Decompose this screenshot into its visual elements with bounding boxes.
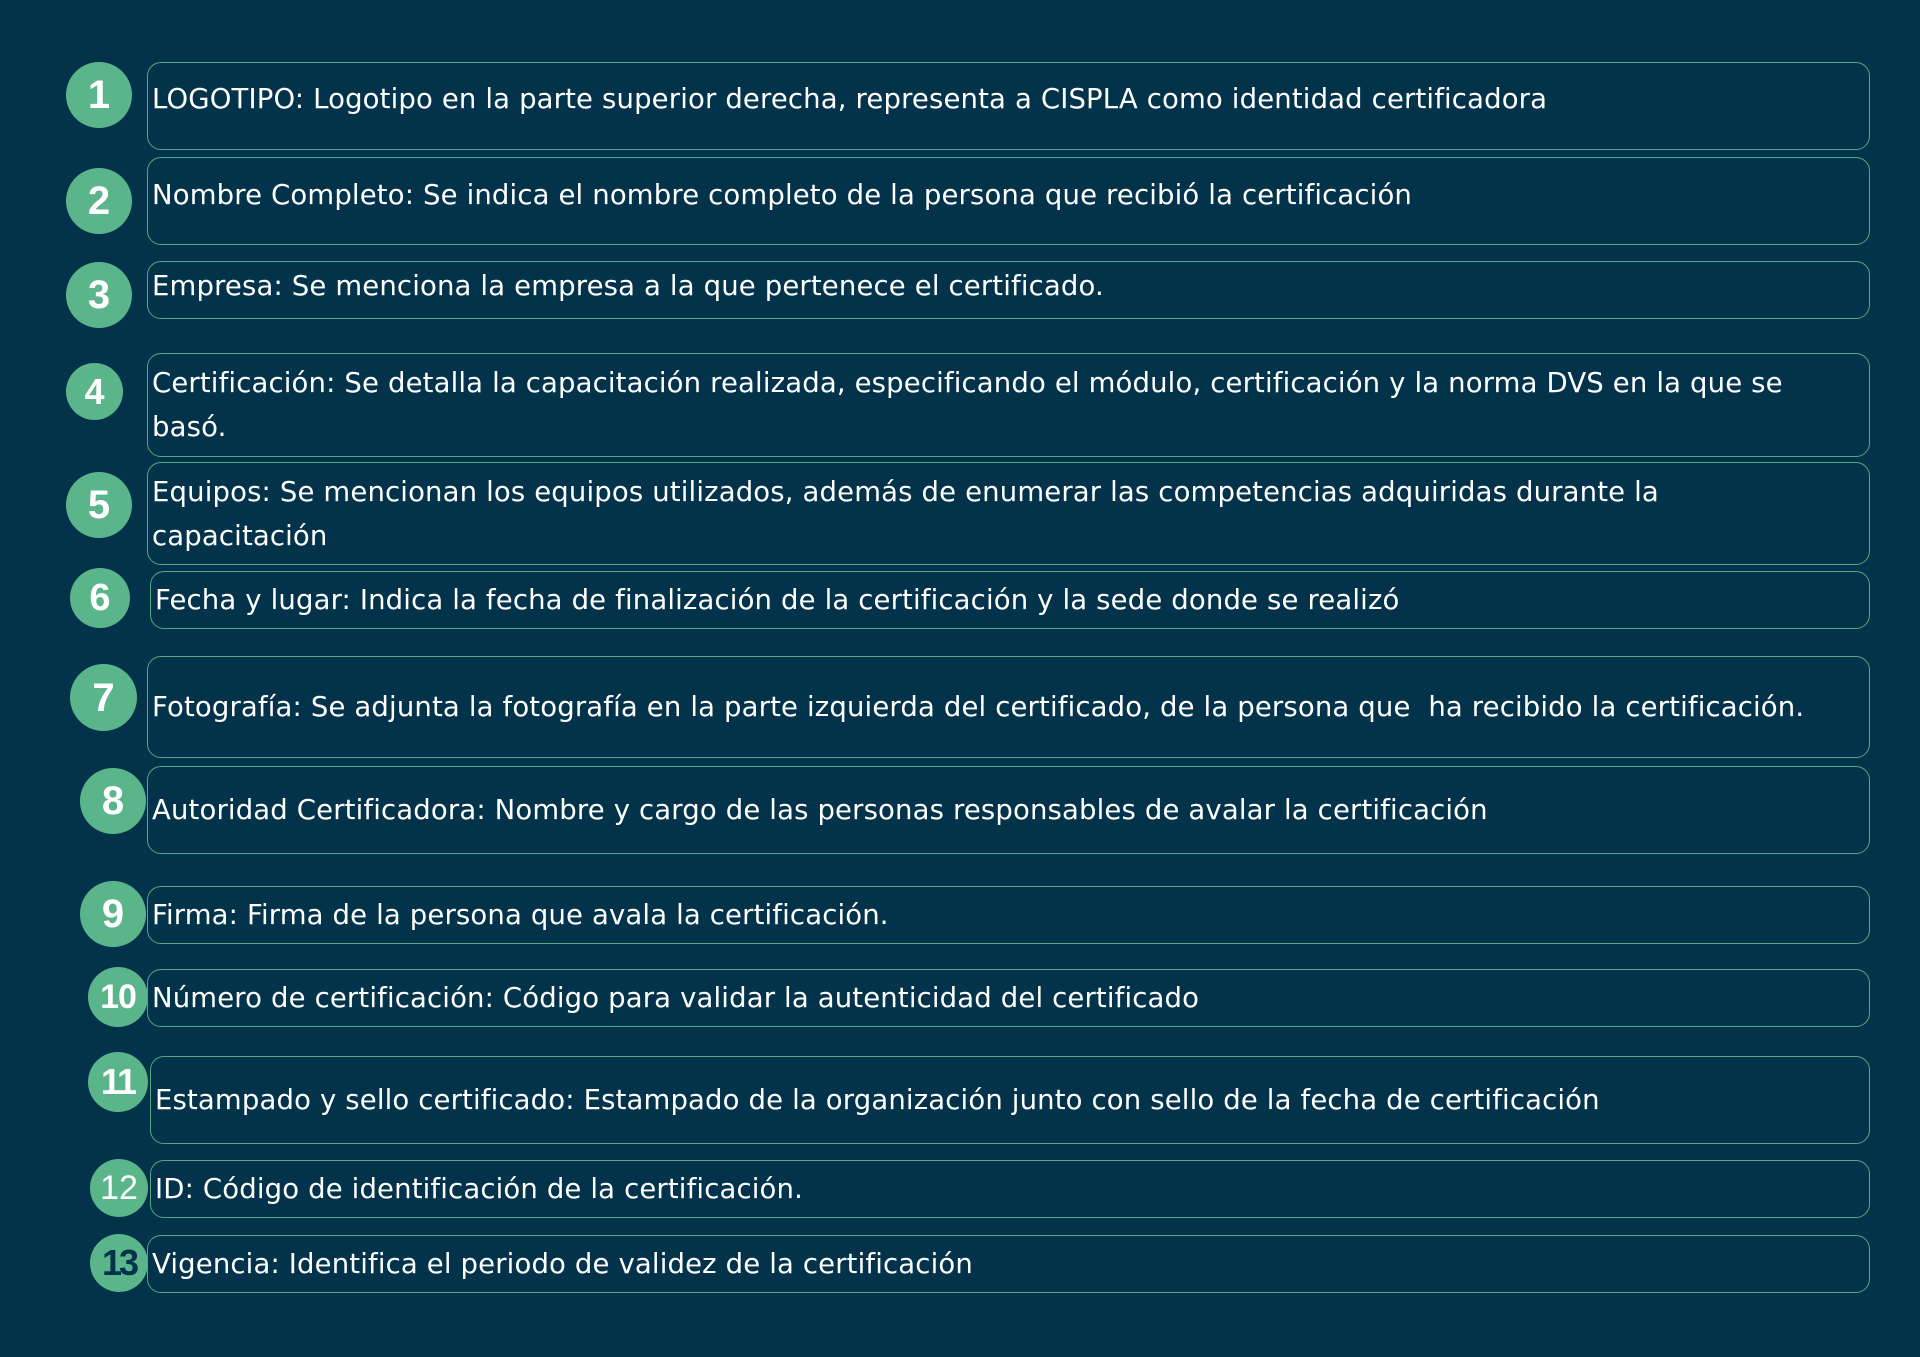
number-badge-6: 6 bbox=[70, 568, 130, 628]
description-box-10 bbox=[147, 969, 1870, 1027]
description-text-9: Firma: Firma de la persona que avala la certificación. bbox=[152, 899, 889, 931]
description-box-9 bbox=[147, 886, 1870, 944]
description-text-5: Equipos: Se mencionan los equipos utilizados, además de enumerar las competencias adquiridas durante la capacitación bbox=[152, 475, 1668, 552]
number-badge-11: 11 bbox=[88, 1052, 148, 1112]
number-badge-13: 13 bbox=[90, 1234, 148, 1292]
description-box-7 bbox=[147, 656, 1870, 758]
number-badge-2: 2 bbox=[66, 168, 132, 234]
description-text-13: Vigencia: Identifica el periodo de validez de la certificación bbox=[152, 1248, 973, 1280]
description-box-5 bbox=[147, 462, 1870, 565]
description-text-8: Autoridad Certificadora: Nombre y cargo de las personas responsables de avalar la certificación bbox=[152, 794, 1488, 826]
description-box-4 bbox=[147, 353, 1870, 457]
description-box-2 bbox=[147, 157, 1870, 245]
number-badge-7: 7 bbox=[70, 664, 137, 731]
description-text-12: ID: Código de identificación de la certificación. bbox=[155, 1173, 803, 1205]
description-box-13 bbox=[147, 1235, 1870, 1293]
description-text-3: Empresa: Se menciona la empresa a la que pertenece el certificado. bbox=[152, 270, 1104, 302]
number-badge-10: 10 bbox=[88, 967, 148, 1027]
number-badge-8: 8 bbox=[80, 768, 146, 834]
description-box-11 bbox=[150, 1056, 1870, 1144]
number-badge-9: 9 bbox=[80, 881, 146, 947]
description-text-4: Certificación: Se detalla la capacitación realizada, especificando el módulo, certificación y la norma DVS en la que se basó. bbox=[152, 367, 1792, 443]
description-text-7: Fotografía: Se adjunta la fotografía en la parte izquierda del certificado, de la persona que ha recibido la certificación. bbox=[152, 691, 1805, 723]
description-box-8 bbox=[147, 766, 1870, 854]
description-box-3 bbox=[147, 261, 1870, 319]
description-text-6: Fecha y lugar: Indica la fecha de finalización de la certificación y la sede donde se realizó bbox=[155, 584, 1400, 616]
description-text-2: Nombre Completo: Se indica el nombre completo de la persona que recibió la certificación bbox=[152, 179, 1413, 211]
description-box-1 bbox=[147, 62, 1870, 150]
description-box-6 bbox=[150, 571, 1870, 629]
number-badge-5: 5 bbox=[66, 472, 132, 538]
number-badge-4: 4 bbox=[66, 363, 123, 420]
description-text-1: LOGOTIPO: Logotipo en la parte superior derecha, representa a CISPLA como identidad certificadora bbox=[152, 83, 1548, 115]
number-badge-3: 3 bbox=[66, 262, 132, 328]
description-text-11: Estampado y sello certificado: Estampado de la organización junto con sello de la fecha de certificación bbox=[155, 1084, 1600, 1116]
number-badge-12: 12 bbox=[90, 1159, 148, 1217]
description-text-10: Número de certificación: Código para validar la autenticidad del certificado bbox=[152, 982, 1200, 1014]
number-badge-1: 1 bbox=[66, 62, 132, 128]
description-box-12 bbox=[150, 1160, 1870, 1218]
